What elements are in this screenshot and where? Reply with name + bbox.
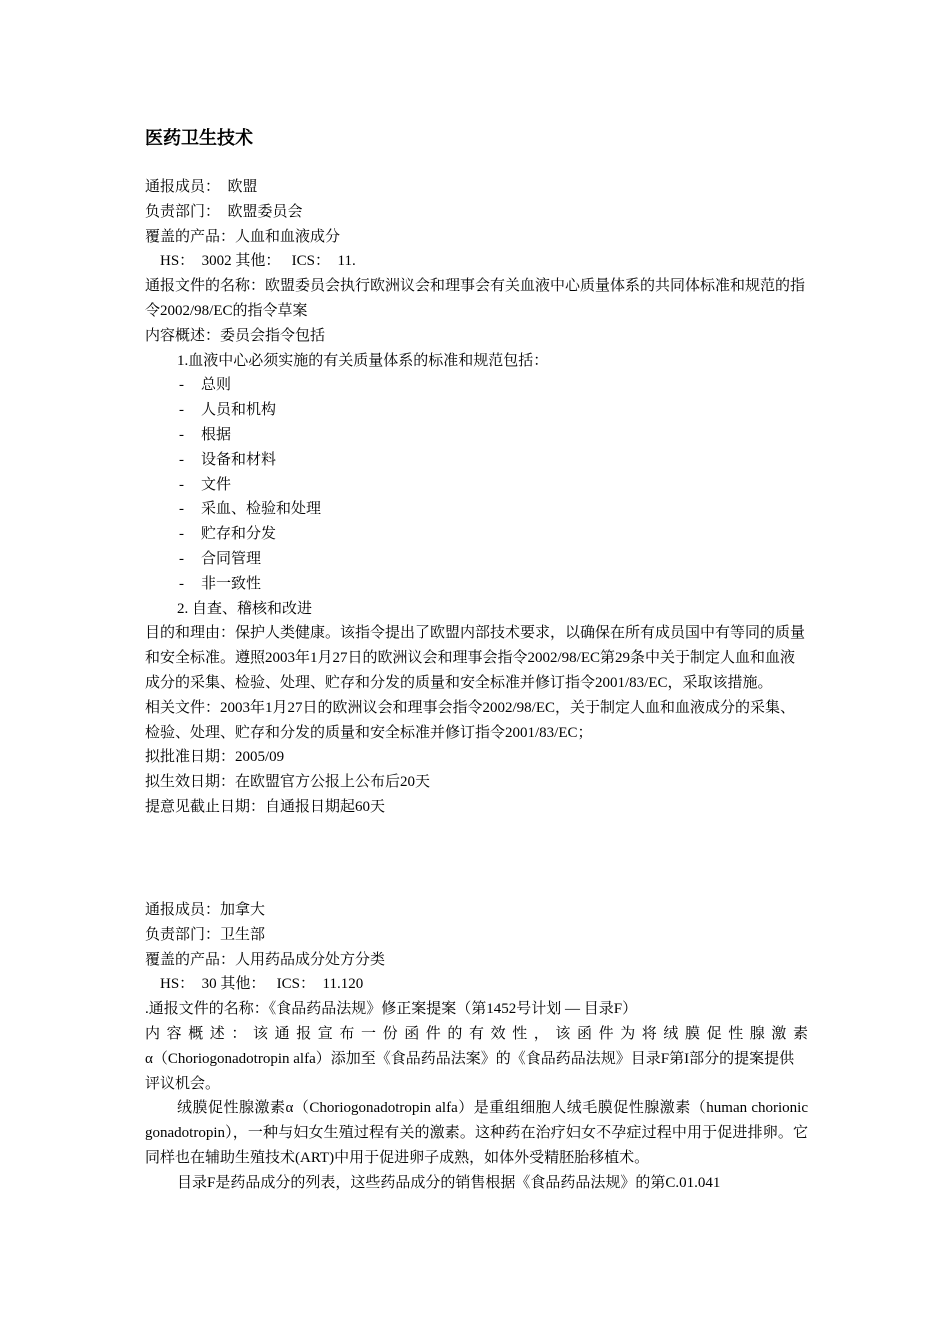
schedule-f-paragraph: 目录F是药品成分的列表，这些药品成分的销售根据《食品药品法规》的第C.01.041 [177,1174,721,1191]
products-covered: 覆盖的产品：人用药品成分处方分类 [145,951,386,968]
list-item: - 人员和机构 [145,398,808,423]
content-summary: 内容概述：委员会指令包括 [145,327,326,344]
list-dash: - [179,426,184,443]
hs-ics-codes: HS： 30 其他： ICS： 11.120 [160,976,364,993]
list-item: - 采血、检验和处理 [145,497,808,522]
list-item: - 非一致性 [145,572,808,597]
list-item: - 总则 [145,373,808,398]
list-dash: - [179,575,184,592]
effective-date: 拟生效日期：在欧盟官方公报上公布后20天 [145,774,431,791]
list-dash: - [179,377,184,394]
notifying-member: 通报成员： 欧盟 [145,179,258,195]
responsible-department: 负责部门： 欧盟委员会 [145,203,303,220]
list-item: - 设备和材料 [145,448,808,473]
hs-ics-codes: HS： 3002 其他： ICS： 11. [160,253,356,270]
notice-eu [145,175,808,820]
list-dash: - [179,402,184,419]
content-summary-continued: α（Choriogonadotropin alfa）添加至《食品药品法案》的《食品药品法规》目录F第I部分的提案提供评议机会。 [145,1050,795,1092]
comment-deadline: 提意见截止日期：自通报日期起60天 [145,798,386,815]
notified-document-title: .通报文件的名称：《食品药品法规》修正案提案（第1452号计划 — 目录F） [145,1001,638,1018]
list-dash: - [179,550,184,567]
responsible-department: 负责部门：卫生部 [145,926,266,943]
description-paragraph: 绒膜促性腺激素α（Choriogonadotropin alfa）是重组细胞人绒毛膜促性腺激素（human chorionic gonadotropin），一种与妇女生殖过程有关的激素。这种药在治疗妇女不孕症过程中用于促进排卵。它同样也在辅助生殖技术(ART)中用于促进卵子成熟，如体外受精胚胎移植术。 [145,1100,808,1166]
list-dash: - [179,526,184,543]
products-covered: 覆盖的产品：人血和血液成分 [145,228,341,245]
document-title: 医药卫生技术 [145,128,253,149]
summary-item-1: 1.血液中心必须实施的有关质量体系的标准和规范包括： [177,352,549,369]
list-item: - 根据 [145,423,808,448]
notice-canada [145,898,808,1196]
list-dash: - [179,451,184,468]
list-item: - 合同管理 [145,547,808,572]
quality-system-list [145,373,808,596]
summary-item-2: 2. 自查、稽核和改进 [177,600,313,617]
list-dash: - [179,501,184,518]
notifying-member: 通报成员：加拿大 [145,902,266,918]
purpose-rationale: 目的和理由：保护人类健康。该指令提出了欧盟内部技术要求，以确保在所有成员国中有等同的质量和安全标准。遵照2003年1月27日的欧洲议会和理事会指令2002/98/EC第29条中关于制定人血和血液成分的采集、检验、处理、贮存和分发的质量和安全标准并修订指令2001/83/EC，采取该措施。 [145,625,806,691]
related-documents: 相关文件：2003年1月27日的欧洲议会和理事会指令2002/98/EC，关于制定人血和血液成分的采集、检验、处理、贮存和分发的质量和安全标准并修订指令2001/83/EC； [145,699,796,741]
list-item: - 贮存和分发 [145,522,808,547]
content-summary: 内 容 概 述 ： 该 通 报 宣 布 一 份 函 件 的 有 效 性 ， 该 函 件 为 将 绒 膜 促 性 腺 激 素 [145,1025,808,1042]
list-dash: - [179,476,184,493]
list-item: - 文件 [145,473,808,498]
approval-date: 拟批准日期：2005/09 [145,749,285,766]
notified-document-title: 通报文件的名称：欧盟委员会执行欧洲议会和理事会有关血液中心质量体系的共同体标准和规范的指令2002/98/EC的指令草案 [145,278,806,319]
